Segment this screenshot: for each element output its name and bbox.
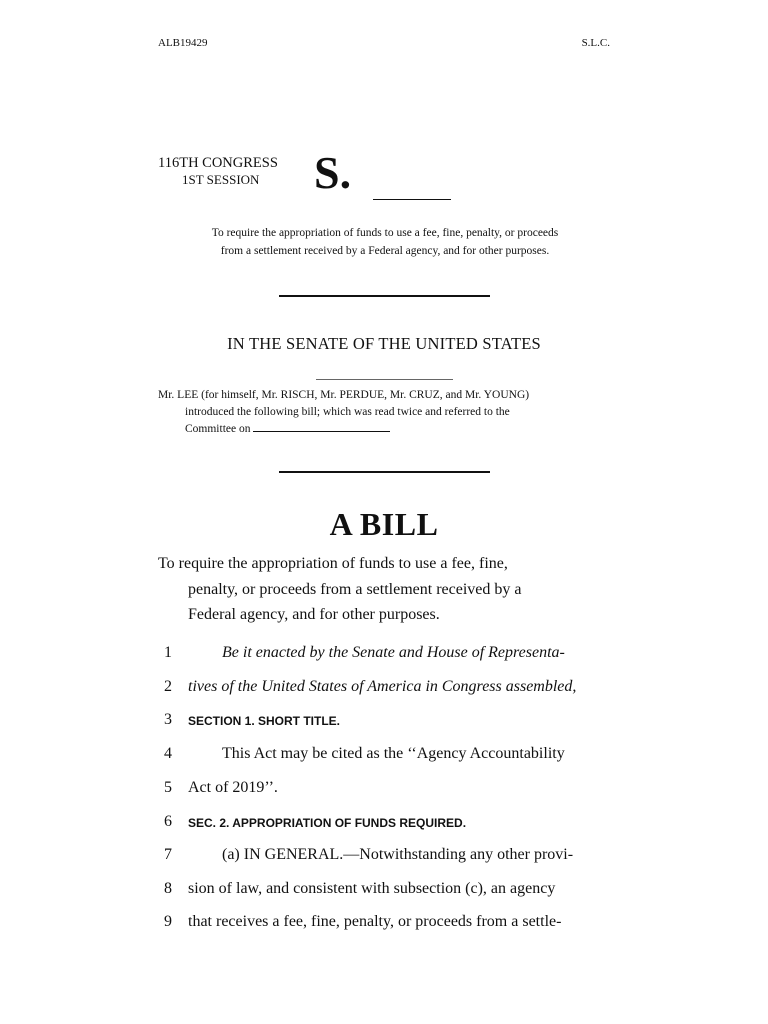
line-number: 7: [164, 846, 172, 863]
introduction-line: Mr. LEE (for himself, Mr. RISCH, Mr. PERDUE, Mr. CRUZ, and Mr. YOUNG): [158, 389, 530, 401]
line-number: 5: [164, 779, 172, 796]
date-blank-rule: [316, 379, 453, 380]
bill-number-blank: [373, 199, 451, 200]
divider-rule: [279, 295, 490, 297]
section-heading: SEC. 2. APPROPRIATION OF FUNDS REQUIRED.: [188, 816, 467, 830]
congress-label: 116TH CONGRESS: [158, 155, 278, 171]
bill-text-line: Act of 2019’’.: [188, 779, 278, 796]
enacting-clause-line: tives of the United States of America in Congress assembled,: [188, 678, 577, 695]
session-label: 1ST SESSION: [182, 172, 260, 187]
long-title-line: penalty, or proceeds from a settlement received by a: [188, 580, 522, 598]
section-heading: SECTION 1. SHORT TITLE.: [188, 714, 341, 728]
introduction-line: [158, 421, 610, 438]
enacting-clause-line: Be it enacted by the Senate and House of Representa-: [222, 644, 565, 661]
short-title: [160, 224, 610, 260]
bill-text-line: that receives a fee, fine, penalty, or proceeds from a settle-: [188, 913, 562, 930]
bill-number-prefix: S.: [314, 147, 352, 198]
bill-heading: A BILL: [329, 506, 439, 542]
bill-text-line: This Act may be cited as the ‘‘Agency Accountability: [222, 745, 565, 762]
bill-text-line: (a) IN GENERAL.—Notwithstanding any other provi-: [222, 846, 574, 863]
bill-text-line: sion of law, and consistent with subsection (c), an agency: [188, 880, 556, 897]
committee-prefix: Committee on: [185, 423, 251, 435]
short-title-line: from a settlement received by a Federal agency, and for other purposes.: [220, 245, 550, 257]
divider-rule: [279, 471, 490, 473]
line-number: 8: [164, 880, 172, 897]
chamber-heading: IN THE SENATE OF THE UNITED STATES: [227, 334, 541, 353]
introduction: [158, 387, 610, 438]
slc-mark: S.L.C.: [581, 37, 610, 49]
short-title-line: To require the appropriation of funds to use a fee, fine, penalty, or proceeds: [211, 227, 559, 239]
line-number: 2: [164, 678, 172, 695]
committee-blank: [253, 421, 390, 432]
long-title: [158, 551, 610, 628]
long-title-line: Federal agency, and for other purposes.: [188, 606, 440, 623]
document-id: ALB19429: [158, 37, 208, 49]
line-number: 9: [164, 913, 172, 930]
line-number: 4: [164, 745, 172, 762]
long-title-line: To require the appropriation of funds to use a fee, fine,: [158, 555, 508, 572]
line-number: 6: [164, 813, 172, 830]
introduction-line: introduced the following bill; which was read twice and referred to the: [185, 406, 510, 418]
line-number: 1: [164, 644, 172, 661]
line-number: 3: [164, 711, 172, 728]
